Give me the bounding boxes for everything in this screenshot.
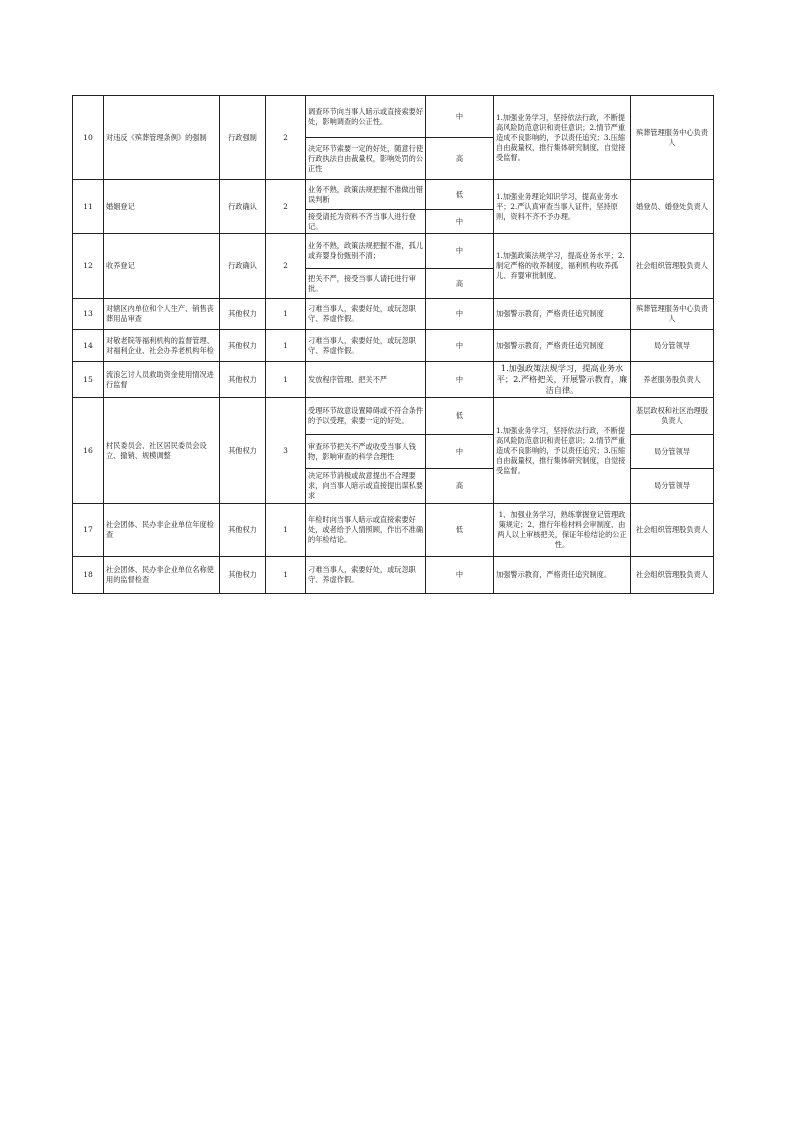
risk-description: 年检时向当事人暗示或直接索要好处，或者给予人情照顾，作出不准确的年检结论。 <box>306 504 426 557</box>
row-number: 18 <box>73 557 104 594</box>
prevention-measure: 加强警示教育，严格责任追究制度 <box>494 299 631 330</box>
power-type: 其他权力 <box>220 362 266 398</box>
row-number: 16 <box>73 398 104 504</box>
power-name: 社会团体、民办非企业单位名称使用的监督检查 <box>104 557 220 594</box>
risk-description: 把关不严，接受当事人请托进行审批。 <box>306 269 426 299</box>
risk-level: 中 <box>426 557 494 594</box>
risk-description: 业务不熟，政策法规把握不准，孤儿或弃婴身份甄别不清； <box>306 234 426 269</box>
power-type: 行政确认 <box>220 234 266 299</box>
table-row <box>73 180 714 210</box>
power-type: 其他权力 <box>220 299 266 330</box>
risk-description: 受理环节故意设置障碍或不符合条件的予以受理，索要一定的好处。 <box>306 398 426 435</box>
power-name: 对违反《殡葬管理条例》的强制 <box>104 96 220 180</box>
row-number: 14 <box>73 330 104 362</box>
risk-level: 低 <box>426 398 494 435</box>
responsible-person: 基层政权和社区治理股负责人 <box>631 398 714 435</box>
row-number: 15 <box>73 362 104 398</box>
risk-level: 高 <box>426 269 494 299</box>
prevention-measure: 1.加强业务学习，坚持依法行政，不断提高风险防范意识和责任意识；2.情节严重造成不良影响的，予以责任追究；3.压缩自由裁量权，推行集体研究制度，自觉接受监督。 <box>494 398 631 504</box>
power-name: 流浪乞讨人员救助资金使用情况进行监督 <box>104 362 220 398</box>
risk-level: 中 <box>426 234 494 269</box>
prevention-measure: 1.加强政策法规学习，提高业务水平；2.制定严格的收养制度，福利机构收养孤儿、弃婴审批制度。 <box>494 234 631 299</box>
responsible-person: 殡葬管理服务中心负责人 <box>631 96 714 180</box>
prevention-measure: 1.加强政策法规学习，提高业务水平；2.严格把关，开展警示教育，廉洁自律。 <box>494 362 631 398</box>
power-name: 社会团体、民办非企业单位年度检查 <box>104 504 220 557</box>
power-type: 其他权力 <box>220 504 266 557</box>
table-row <box>73 96 714 138</box>
table-row <box>73 557 714 594</box>
risk-level: 低 <box>426 180 494 210</box>
risk-description: 发放程序管理、把关不严 <box>306 362 426 398</box>
risk-point-count: 1 <box>266 557 306 594</box>
risk-level: 中 <box>426 210 494 234</box>
responsible-person: 局分管领导 <box>631 469 714 504</box>
row-number: 10 <box>73 96 104 180</box>
table-row <box>73 362 714 398</box>
row-number: 11 <box>73 180 104 234</box>
risk-point-count: 1 <box>266 299 306 330</box>
responsible-person: 婚登员、婚登处负责人 <box>631 180 714 234</box>
table-row <box>73 299 714 330</box>
responsible-person: 局分管领导 <box>631 330 714 362</box>
prevention-measure: 加强警示教育，严格责任追究制度。 <box>494 557 631 594</box>
power-type: 其他权力 <box>220 557 266 594</box>
prevention-measure: 1、加强业务学习，熟练掌握登记管理政策规定；2、推行年检材料会审制度、由两人以上审核把关，保证年检结论的公正性。 <box>494 504 631 557</box>
risk-point-count: 1 <box>266 330 306 362</box>
risk-description: 刁难当事人，索要好处，或玩忽职守、养虚作假。 <box>306 557 426 594</box>
risk-level: 低 <box>426 504 494 557</box>
row-number: 12 <box>73 234 104 299</box>
power-name: 婚姻登记 <box>104 180 220 234</box>
responsible-person: 殡葬管理服务中心负责人 <box>631 299 714 330</box>
risk-point-count: 2 <box>266 96 306 180</box>
risk-description: 审查环节把关不严或收受当事人钱物，影响审查的科学合理性 <box>306 435 426 469</box>
risk-table-container <box>72 95 713 594</box>
responsible-person: 社会组织管理股负责人 <box>631 504 714 557</box>
risk-point-count: 1 <box>266 504 306 557</box>
responsible-person: 局分管领导 <box>631 435 714 469</box>
risk-description: 接受请托为资料不齐当事人进行登记。 <box>306 210 426 234</box>
table-row <box>73 504 714 557</box>
risk-level: 中 <box>426 330 494 362</box>
power-type: 其他权力 <box>220 330 266 362</box>
risk-level: 中 <box>426 96 494 138</box>
risk-point-count: 2 <box>266 180 306 234</box>
risk-table-body <box>73 96 714 594</box>
risk-description: 刁难当事人，索要好处，或玩忽职守、养虚作假。 <box>306 330 426 362</box>
power-name: 村民委员会、社区居民委员会设立、撤销、规模调整 <box>104 398 220 504</box>
row-number: 13 <box>73 299 104 330</box>
risk-level: 中 <box>426 299 494 330</box>
power-type: 其他权力 <box>220 398 266 504</box>
risk-point-count: 3 <box>266 398 306 504</box>
power-type: 行政强制 <box>220 96 266 180</box>
risk-description: 调查环节向当事人暗示或直接索要好处，影响调查的公正性。 <box>306 96 426 138</box>
responsible-person: 养老服务股负责人 <box>631 362 714 398</box>
risk-point-count: 1 <box>266 362 306 398</box>
responsible-person: 社会组织管理股负责人 <box>631 234 714 299</box>
responsible-person: 社会组织管理股负责人 <box>631 557 714 594</box>
risk-level: 中 <box>426 362 494 398</box>
risk-description: 决定环节索要一定的好处，随意行使行政执法自由裁量权，影响处罚的公正性 <box>306 138 426 180</box>
row-number: 17 <box>73 504 104 557</box>
risk-level: 高 <box>426 138 494 180</box>
risk-description: 决定环节消极或故意提出不合理要求，向当事人暗示或直接提出谋私要求 <box>306 469 426 504</box>
risk-level: 中 <box>426 435 494 469</box>
risk-level: 高 <box>426 469 494 504</box>
prevention-measure: 1.加强业务理论知识学习，提高业务水平；2.严认真审查当事人证件，坚持原则，资料不齐不予办理。 <box>494 180 631 234</box>
table-row <box>73 234 714 269</box>
risk-point-count: 2 <box>266 234 306 299</box>
power-name: 收养登记 <box>104 234 220 299</box>
prevention-measure: 1.加强业务学习，坚持依法行政，不断提高风险防范意识和责任意识；2.情节严重造成不良影响的，予以责任追究；3.压缩自由裁量权，推行集体研究制度，自觉接受监督。 <box>494 96 631 180</box>
power-type: 行政确认 <box>220 180 266 234</box>
risk-description: 刁难当事人，索要好处，或玩忽职守、养虚作假。 <box>306 299 426 330</box>
power-name: 对敬老院等福利机构的监督管理、对福利企业、社会办养老机构年检 <box>104 330 220 362</box>
risk-description: 业务不熟，政策法规把握不准做出错误判断 <box>306 180 426 210</box>
table-row <box>73 330 714 362</box>
table-row <box>73 398 714 435</box>
power-name: 对辖区内单位和个人生产、销售丧葬用品审查 <box>104 299 220 330</box>
risk-table <box>72 95 714 594</box>
prevention-measure: 加强警示教育，严格责任追究制度 <box>494 330 631 362</box>
